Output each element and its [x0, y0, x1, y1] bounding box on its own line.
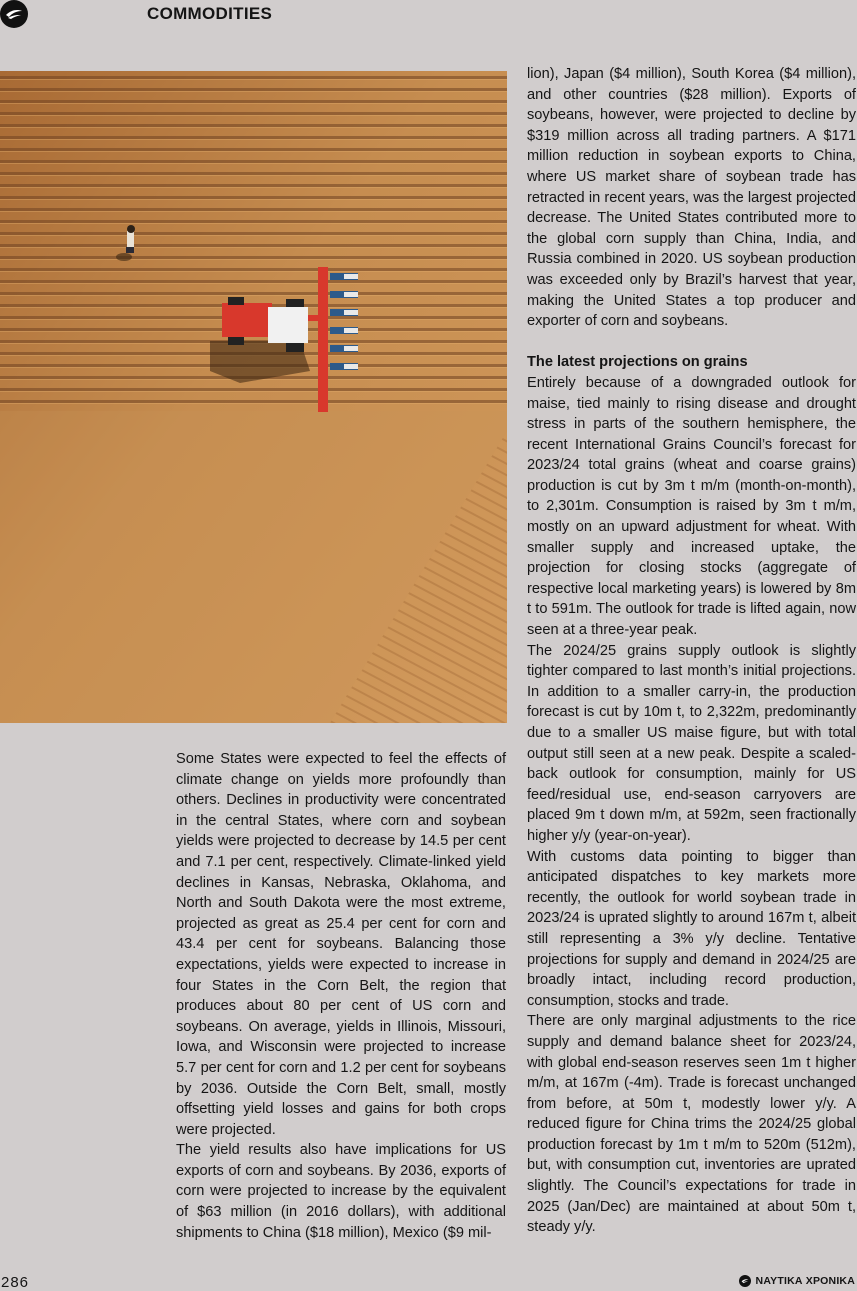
- subheading-latest-projections: The latest projections on grains: [527, 354, 748, 371]
- aerial-tractor-planting-field-image: [0, 71, 507, 723]
- swoosh-logo-icon: [739, 1275, 751, 1287]
- page-number: 286: [1, 1274, 30, 1291]
- right-paragraph-4: There are only marginal adjustments to the rice supply and demand balance sheet for 2023/24, with global end-season reserves seen 1m t higher m/m, at 167m (-4m). Trade is forecast unchanged from before, at 50m t, modestly lower y/y. A reduced figure for China trims the 2024/25 global production forecast by 1m t m/m to 520m (512m), but, with consumption cut, inventories are uprated slightly. The Council’s expectations for trade in 2025 (Jan/Dec) are maintained at about 50m t, steady y/y.: [527, 1013, 856, 1236]
- left-paragraph-2: The yield results also have implications for US exports of corn and soybeans. By 2036, exports of corn were projected to increase by the equivalent of $63 million (in 2016 dollars), with additional shipments to China ($18 million), Mexico ($9 mil-: [176, 1142, 506, 1241]
- right-column: [527, 64, 856, 1238]
- section-title: COMMODITIES: [147, 4, 273, 23]
- left-column: [176, 749, 506, 1243]
- swoosh-logo-icon: [0, 0, 28, 28]
- right-paragraph-2: The 2024/25 grains supply outlook is slightly tighter compared to last month’s initial projections. In addition to a smaller carry-in, the production forecast is cut by 10m t, to 2,322m, predominantly due to a smaller US maise figure, but with total output still seen at a new peak. Despite a scaled-back outlook for consumption, mainly for US feed/residual use, end-season carryovers are placed 9m t down m/m, at 592m, seen fractionally higher y/y (year-on-year).: [527, 642, 856, 844]
- footer-brand: [739, 1275, 855, 1287]
- footer-brand-name: ΝΑΥΤΙΚΑ ΧΡΟΝΙΚΑ: [755, 1275, 855, 1287]
- right-paragraph-3: With customs data pointing to bigger than anticipated dispatches to key markets more recently, the outlook for world soybean trade in 2023/24 is uprated slightly to around 167m t, albeit still representing a 3% y/y decline. Tentative projections for supply and demand in 2024/25 are broadly intact, including record production, consumption, stocks and trade.: [527, 848, 856, 1009]
- right-paragraph-continued: lion), Japan ($4 million), South Korea ($4 million), and other countries ($28 million). Exports of soybeans, however, were projected to decline by $319 million across all trading partners. A $171 million reduction in soybean exports to China, where US market share of soybean trade has retracted in recent years, was the largest projected decrease. The United States contributed more to the global corn supply than China, India, and Russia combined in 2020. US soybean production was exceeded only by Brazil’s harvest that year, making the United States a top producer and exporter of corn and soybeans.: [527, 66, 856, 330]
- right-paragraph-1: Entirely because of a downgraded outlook for maise, tied mainly to rising disease and drought stress in parts of the southern hemisphere, the recent International Grains Council’s forecast for 2023/24 total grains (wheat and coarse grains) production is cut by 3m t m/m (month-on-month), to 2,301m. Consumption is raised by 3m t m/m, mostly on an upward adjustment for wheat. With smaller supply and increased uptake, the projection for closing stocks (aggregate of respective local marketing years) is lowered by 8m t to 591m. The outlook for trade is lifted again, now seen at a three-year peak.: [527, 374, 856, 639]
- left-paragraph-1: Some States were expected to feel the effects of climate change on yields more profoundly than others. Declines in productivity were concentrated in the central States, where corn and soybean yields were projected to decrease by 14.5 per cent and 7.1 per cent, respectively. Climate-linked yield declines in Kansas, Nebraska, Oklahoma, and North and South Dakota were the most extreme, projected as great as 25.4 per cent for corn and 43.4 per cent for soybeans. Balancing those expectations, yields were expected to increase in four States in the Corn Belt, the region that produces about 80 per cent of US corn and soybeans. On average, yields in Illinois, Missouri, Iowa, and Wisconsin were projected to increase 5.7 per cent for corn and 1.2 per cent for soybeans by 2036. Outside the Corn Belt, small, mostly offsetting yield losses and gains for both crops were projected.: [176, 751, 506, 1138]
